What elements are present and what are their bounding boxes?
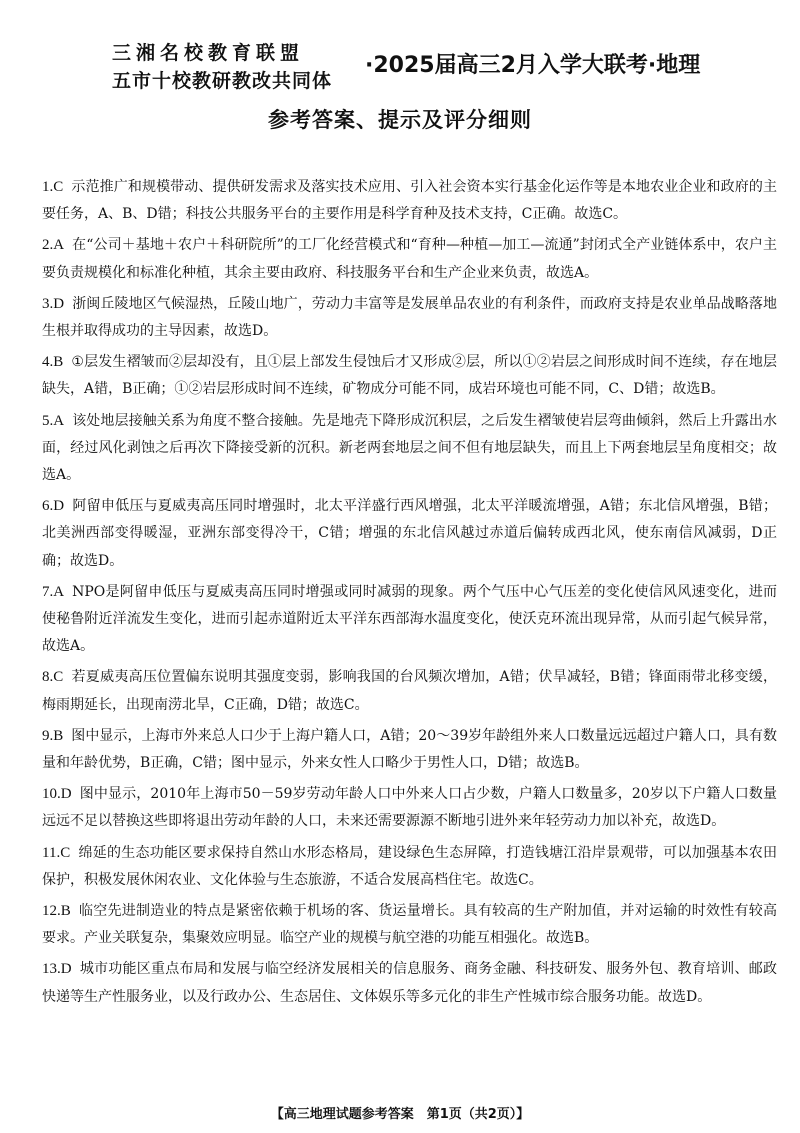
answer-number: 7.A [42, 583, 65, 600]
answer-number: 12.B [42, 903, 71, 920]
answer-explanation: ①层发生褶皱而②层却没有，且①层上部发生侵蚀后才又形成②层，所以①②岩层之间形成时间不连续，存在地层缺失，A错，B正确；①②岩层形成时间不连续，矿物成分可能不同，成岩环境也可能不同，C、D错；故选B。 [42, 354, 777, 398]
answer-number: 6.D [42, 498, 65, 515]
answer-number: 13.D [42, 961, 72, 978]
answer-item [42, 349, 777, 403]
answer-explanation: 图中显示，2010年上海市50－59岁劳动年龄人口中外来人口占少数，户籍人口数量多，20岁以下户籍人口数量远远不足以替换这些即将退出劳动年龄的人口，未来还需要源源不断地引进外来年轻劳动力加以补充，故选D。 [42, 786, 777, 830]
answer-number: 8.C [42, 669, 64, 686]
answer-item [42, 291, 777, 345]
answer-explanation: 图中显示，上海市外来总人口少于上海户籍人口，A错；20～39岁年龄组外来人口数量远远超过户籍人口，具有数量和年龄优势，B正确，C错；图中显示，外来女性人口略少于男性人口，D错；故选B。 [42, 727, 777, 772]
answer-explanation: 城市功能区重点布局和发展与临空经济发展相关的信息服务、商务金融、科技研发、服务外包、教育培训、邮政快递等生产性服务业，以及行政办公、生态居住、文体娱乐等多元化的非生产性城市综合服务功能。故选D。 [42, 961, 777, 1005]
answer-number: 10.D [42, 786, 72, 803]
answer-item [42, 493, 777, 575]
answer-item [42, 664, 777, 718]
answer-explanation: 阿留申低压与夏威夷高压同时增强时，北太平洋盛行西风增强，北太平洋暖流增强，A错；东北信风增强，B错；北美洲西部变得暖湿，亚洲东部变得冷干，C错；增强的东北信风越过赤道后偏转成西北风，使东南信风减弱，D正确；故选D。 [42, 498, 777, 569]
answer-number: 3.D [42, 295, 65, 312]
answer-explanation: 该处地层接触关系为角度不整合接触。先是地壳下降形成沉积层，之后发生褶皱使岩层弯曲倾斜，然后上升露出水面，经过风化剥蚀之后再次下降接受新的沉积。新老两套地层之间不但有地层缺失，而且上下两套地层呈角度相交；故选A。 [42, 412, 777, 484]
answer-item [42, 898, 777, 952]
answer-item [42, 232, 777, 286]
answer-item [42, 781, 777, 835]
answer-number: 5.A [42, 412, 65, 429]
answer-item [42, 840, 777, 894]
answer-explanation: 若夏威夷高压位置偏东说明其强度变弱，影响我国的台风频次增加，A错；伏旱减轻，B错；锋面雨带北移变缓，梅雨期延长，出现南涝北旱，C正确，D错；故选C。 [42, 669, 777, 713]
answer-number: 11.C [42, 844, 71, 861]
answer-explanation: 浙闽丘陵地区气候湿热，丘陵山地广，劳动力丰富等是发展单品农业的有利条件，而政府支持是农业单品战略落地生根并取得成功的主导因素，故选D。 [42, 295, 777, 340]
page-header [0, 0, 800, 145]
answer-number: 4.B [42, 354, 64, 371]
answer-explanation: 示范推广和规模带动、提供研发需求及落实技术应用、引入社会资本实行基金化运作等是本地农业企业和政府的主要任务，A、B、D错；科技公共服务平台的主要作用是科学育种及技术支持，C正确。故选C。 [42, 179, 777, 223]
organizer-line-2: 五市十校教研教改共同体 [112, 70, 333, 92]
answer-number: 1.C [42, 179, 64, 195]
answer-explanation: 在“公司＋基地＋农户＋科研院所”的工厂化经营模式和“育种—种植—加工—流通”封闭式全产业链体系中，农户主要负责规模化和标准化种植，其余主要由政府、科技服务平台和生产企业来负责，故选A。 [42, 237, 777, 281]
answer-item [42, 956, 777, 1010]
exam-title: ·2025届高三2月入学大联考·地理 [365, 53, 701, 78]
answer-explanation: 绵延的生态功能区要求保持自然山水形态格局，建设绿色生态屏障，打造钱塘江沿岸景观带，可以加强基本农田保护，积极发展休闲农业、文化体验与生态旅游，不适合发展高档住宅。故选C。 [42, 844, 777, 888]
answer-number: 2.A [42, 237, 65, 254]
answer-explanation: NPO是阿留申低压与夏威夷高压同时增强或同时减弱的现象。两个气压中心气压差的变化使信风风速变化，进而使秘鲁附近洋流发生变化，进而引起赤道附近太平洋东西部海水温度变化，使沃克环流出现异常，从而引起气候异常，故选A。 [42, 583, 777, 655]
page-subtitle: 参考答案、提示及评分细则 [268, 108, 532, 132]
answer-item [42, 408, 777, 490]
answer-number: 9.B [42, 727, 64, 744]
answer-item [42, 723, 777, 777]
answer-list [42, 174, 777, 1015]
organizer-line-1: 三湘名校教育联盟 [112, 42, 305, 64]
page-footer: 【高三地理试题参考答案 第1页（共2页）】 [270, 1107, 530, 1122]
answer-item [42, 579, 777, 661]
answer-explanation: 临空先进制造业的特点是紧密依赖于机场的客、货运量增长。具有较高的生产附加值，并对运输的时效性有较高要求。产业关联复杂，集聚效应明显。临空产业的规模与航空港的功能互相强化。故选B。 [42, 903, 777, 947]
answer-item [42, 174, 777, 228]
